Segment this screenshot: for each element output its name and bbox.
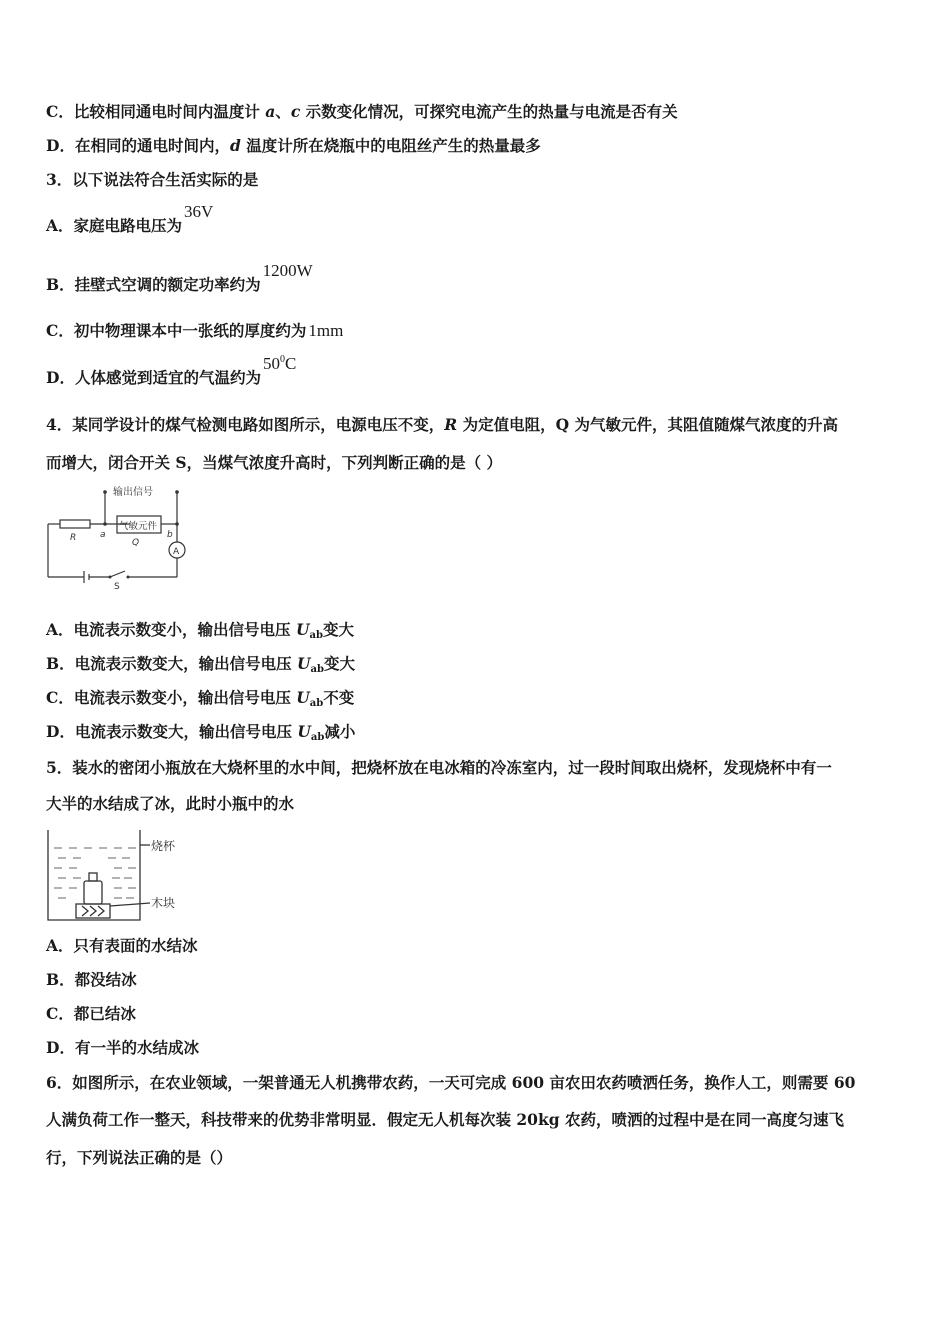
q4-stem-line1: 4．某同学设计的煤气检测电路如图所示，电源电压不变，R 为定值电阻，Q 为气敏元件，其阻值随煤气浓度的升高 xyxy=(46,415,838,434)
q3-option-a: A．家庭电路电压为36V xyxy=(46,202,214,235)
resistor-r xyxy=(60,520,90,528)
wooden-block-label: 木块 xyxy=(151,896,176,910)
point-a-label: a xyxy=(100,530,106,540)
q4-stem-line2: 而增大，闭合开关 S，当煤气浓度升高时，下列判断正确的是（ ） xyxy=(46,453,502,472)
q4-option-a: A．电流表示数变小，输出信号电压 Uab变大 xyxy=(46,620,354,641)
sensor-q-label: Q xyxy=(132,538,140,548)
q3-value-a: 36V xyxy=(184,202,214,221)
q3-option-d: D．人体感觉到适宜的气温约为$50^0C$ xyxy=(46,354,297,387)
q6-stem-line3: 行，下列说法正确的是（） xyxy=(46,1148,233,1167)
q4-option-d: D．电流表示数变大，输出信号电压 Uab减小 xyxy=(46,722,356,743)
ammeter-label: A xyxy=(173,547,180,557)
q5-beaker-diagram xyxy=(44,826,194,926)
point-b-label: b xyxy=(167,530,173,540)
q6-stem-line1: 6．如图所示，在农业领域，一架普通无人机携带农药，一天可完成 600 亩农田农药喷洒任务，换作人工，则需要 60 xyxy=(46,1073,856,1092)
q3-value-d: $50^0C$ xyxy=(262,354,297,373)
q5-option-a: A．只有表面的水结冰 xyxy=(46,936,198,955)
q4-option-c: C．电流表示数变小，输出信号电压 Uab不变 xyxy=(46,688,355,709)
q2-option-c: C．比较相同通电时间内温度计 a、c 示数变化情况，可探究电流产生的热量与电流是否有关 xyxy=(46,102,678,121)
output-signal-label: 输出信号 xyxy=(113,487,153,498)
q3-stem: 3．以下说法符合生活实际的是 xyxy=(46,170,259,189)
beaker xyxy=(48,830,140,920)
q5-option-d: D．有一半的水结成冰 xyxy=(46,1038,199,1057)
beaker-label: 烧杯 xyxy=(151,839,176,853)
q5-option-b: B．都没结冰 xyxy=(46,970,137,989)
q5-stem-line1: 5．装水的密闭小瓶放在大烧杯里的水中间，把烧杯放在电冰箱的冷冻室内，过一段时间取出烧杯，发现烧杯中有一 xyxy=(46,758,832,777)
q2-option-d: D．在相同的通电时间内，d 温度计所在烧瓶中的电阻丝产生的热量最多 xyxy=(46,136,541,155)
gas-sensor-label: 气敏元件 xyxy=(119,521,158,532)
q3-value-c: 1mm xyxy=(308,321,344,340)
q5-option-c: C．都已结冰 xyxy=(46,1004,136,1023)
small-bottle xyxy=(84,881,102,904)
q4-option-b: B．电流表示数变大，输出信号电压 Uab变大 xyxy=(46,654,356,675)
resistor-label: R xyxy=(70,533,77,543)
switch-label: S xyxy=(114,582,120,592)
q6-stem-line2: 人满负荷工作一整天，科技带来的优势非常明显．假定无人机每次装 20kg 农药，喷洒的过程中是在同一高度匀速飞 xyxy=(46,1110,844,1129)
q3-option-b: B．挂壁式空调的额定功率约为1200W xyxy=(46,261,313,294)
q3-option-c: C．初中物理课本中一张纸的厚度约为 1mm xyxy=(46,321,344,340)
q5-stem-line2: 大半的水结成了冰，此时小瓶中的水 xyxy=(46,794,295,813)
q3-value-b: 1200W xyxy=(262,261,313,280)
q4-circuit-diagram xyxy=(40,482,200,592)
